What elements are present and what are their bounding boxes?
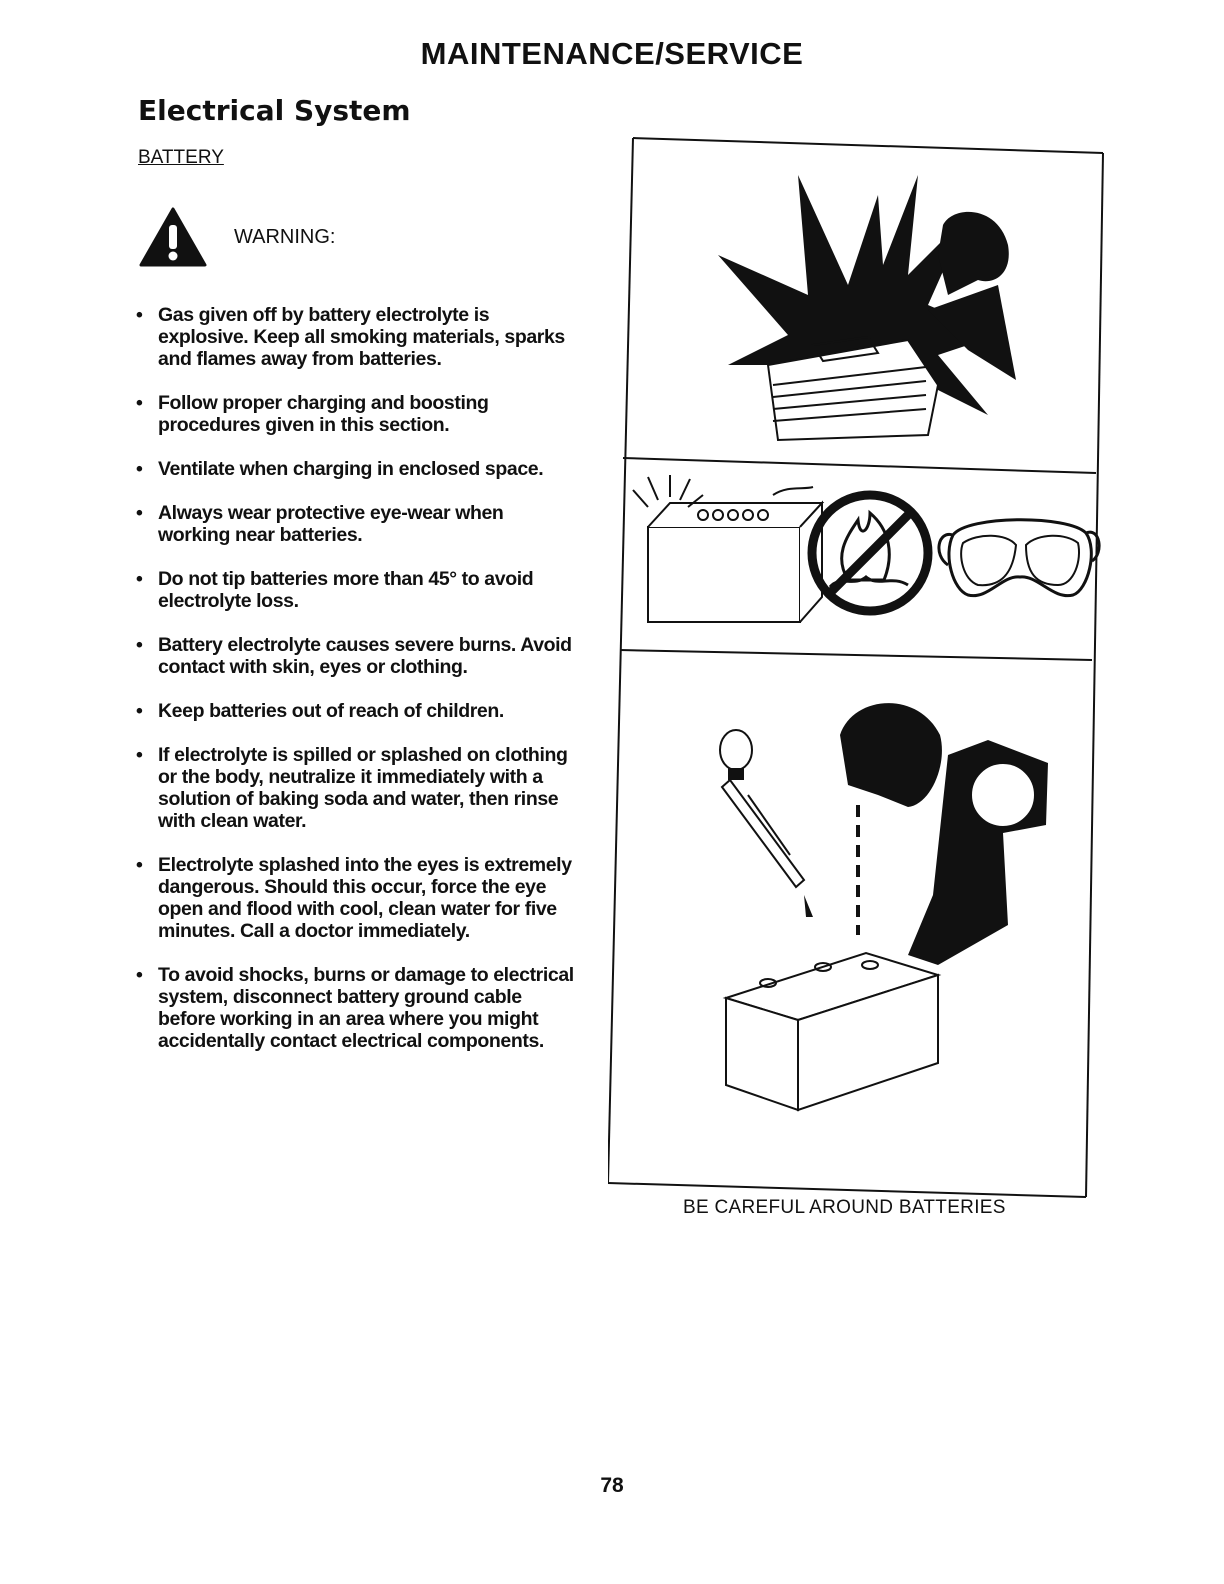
warning-label: WARNING: xyxy=(234,225,336,248)
technician-illustration xyxy=(840,703,1048,965)
warning-item: • Follow proper charging and boosting procedures given in this section. xyxy=(136,392,576,436)
battery-safety-figure xyxy=(608,135,1108,1200)
subsection-title: BATTERY xyxy=(138,147,224,168)
section-title: Electrical System xyxy=(138,94,411,127)
no-flames-icon xyxy=(812,495,928,611)
warning-item: • Electrolyte splashed into the eyes is extremely dangerous. Should this occur, force the eye open and flood with cool, clean water for five minutes. Call a doctor immediately. xyxy=(136,854,576,942)
warning-list xyxy=(136,304,576,1074)
figure-caption: BE CAREFUL AROUND BATTERIES xyxy=(683,1197,1006,1218)
warning-item: • Gas given off by battery electrolyte is explosive. Keep all smoking materials, sparks and flames away from batteries. xyxy=(136,304,576,370)
warning-item: • Keep batteries out of reach of children. xyxy=(136,700,576,722)
battery-sparks-illustration xyxy=(633,475,822,622)
warning-triangle-icon xyxy=(138,205,208,269)
warning-item: • To avoid shocks, burns or damage to electrical system, disconnect battery ground cable before working in an area where you might accidentally contact electrical components. xyxy=(136,964,576,1052)
hydrometer-illustration xyxy=(720,730,813,917)
warning-item: • Ventilate when charging in enclosed space. xyxy=(136,458,576,480)
battery-illustration xyxy=(726,953,938,1110)
figure-frame xyxy=(608,135,1108,1200)
page-header: MAINTENANCE/SERVICE xyxy=(420,36,804,71)
warning-row xyxy=(138,205,335,269)
warning-item: • Do not tip batteries more than 45° to avoid electrolyte loss. xyxy=(136,568,576,612)
safety-goggles-icon xyxy=(939,520,1099,596)
explosion-illustration xyxy=(718,175,1016,440)
warning-item: • If electrolyte is spilled or splashed on clothing or the body, neutralize it immediately with a solution of baking soda and water, then rinse with clean water. xyxy=(136,744,576,832)
warning-item: • Battery electrolyte causes severe burns. Avoid contact with skin, eyes or clothing. xyxy=(136,634,576,678)
warning-item: • Always wear protective eye-wear when working near batteries. xyxy=(136,502,576,546)
page-number: 78 xyxy=(600,1474,624,1497)
